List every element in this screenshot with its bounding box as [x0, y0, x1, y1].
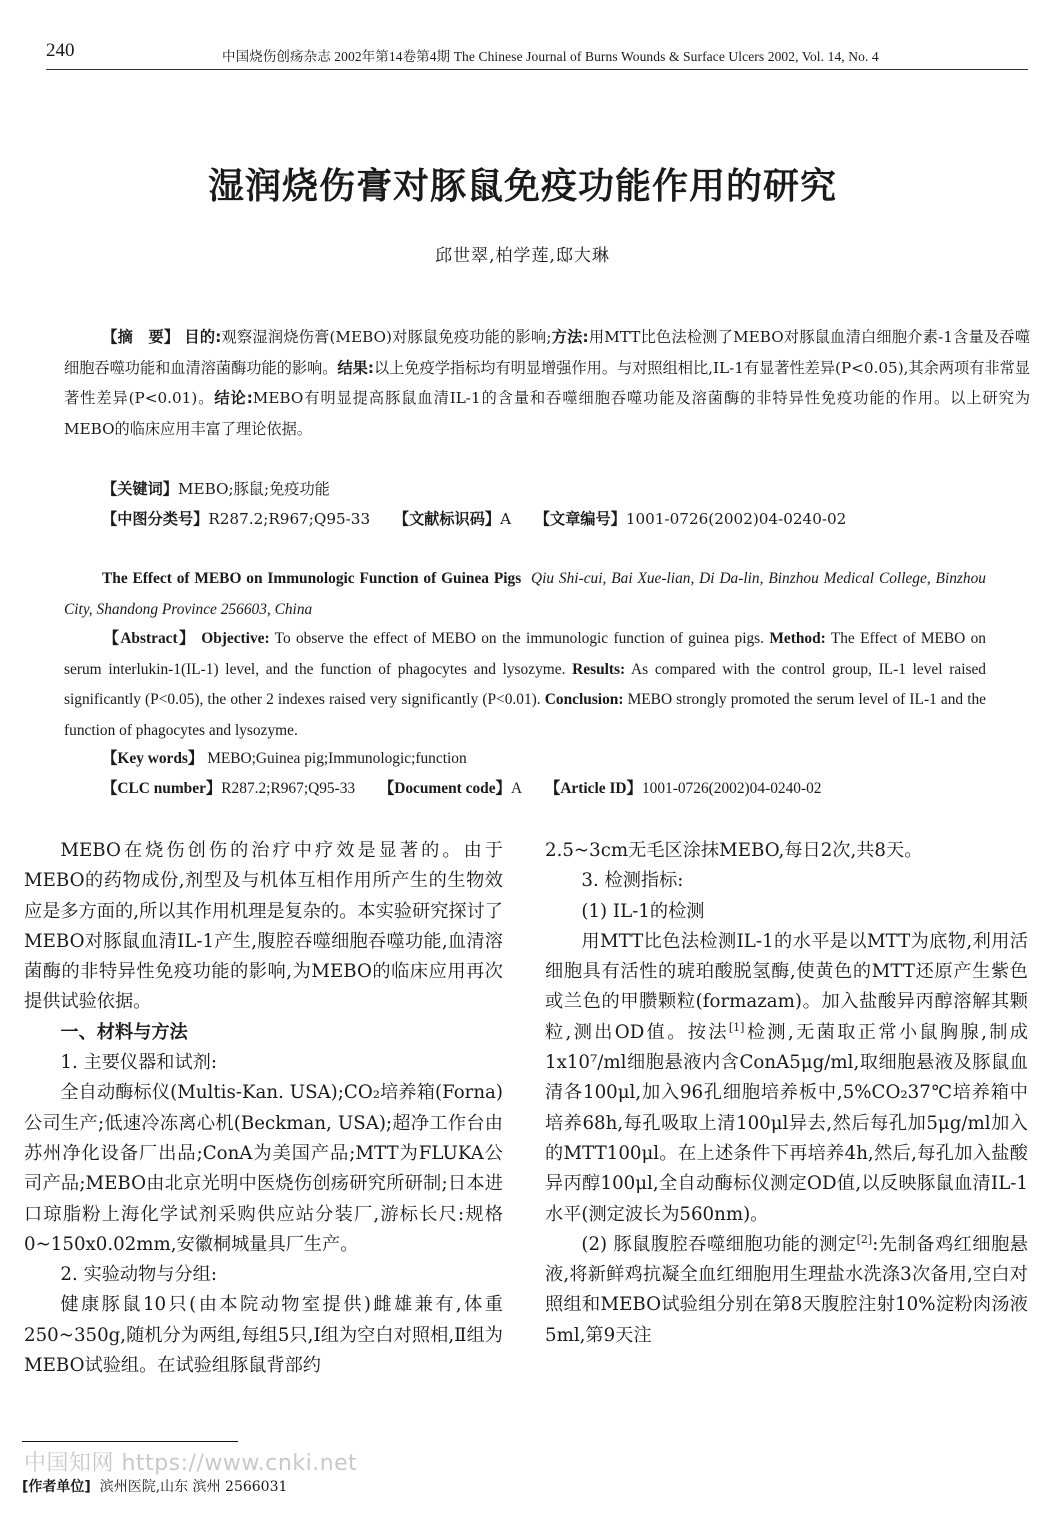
running-head — [46, 40, 1026, 68]
en-keywords-text: MEBO;Guinea pig;Immunologic;function — [207, 750, 467, 767]
keywords-en — [102, 746, 467, 768]
en-doc-code-label: 【Document code】 — [378, 780, 511, 797]
il1-paragraph — [545, 927, 1028, 1230]
page-number: 240 — [46, 40, 75, 61]
result-text: 以上免疫学指标均有明显增强作用。与对照组相比,IL-1有显著性差异(P<0.05),其余两项有非常显著性差异(P<0.01)。 — [64, 358, 1031, 407]
en-doc-code-value: A — [510, 780, 522, 797]
chinese-abstract — [64, 322, 1030, 444]
english-title-block — [64, 564, 986, 625]
en-objective-label: Objective: — [201, 630, 270, 647]
phagocyte-paragraph — [545, 1230, 1028, 1351]
conclusion-text: MEBO有明显提高豚鼠血清IL-1的含量和吞噬细胞吞噬功能及溶菌酶的非特异性免疫功能的作用。以上研究为MEBO的临床应用丰富了理论依据。 — [64, 389, 1031, 438]
subheading-indicators: 3. 检测指标: — [581, 870, 684, 892]
keywords-label: 【关键词】 — [102, 480, 178, 498]
en-article-id-label: 【Article ID】 — [544, 780, 642, 797]
citation-ref-1: [1] — [728, 1020, 745, 1034]
en-conclusion-label: Conclusion: — [544, 691, 624, 708]
classification-cn — [102, 508, 846, 529]
en-keywords-label: 【Key words】 — [102, 750, 204, 767]
article-id-value: 1001-0726(2002)04-0240-02 — [625, 510, 847, 528]
journal-citation: 中国烧伤创疡杂志 2002年第14卷第4期 The Chinese Journal of Burns Wounds & Surface Ulcers 2002, Vol. 14, No. 4 — [222, 49, 879, 64]
keywords-text: MEBO;豚鼠;免疫功能 — [177, 480, 330, 498]
subheading-phagocyte: (2) 豚鼠腹腔吞噬细胞功能的测定 — [581, 1233, 857, 1255]
en-abstract-label: 【Abstract】 — [102, 630, 196, 647]
en-clc-value: R287.2;R967;Q95-33 — [221, 780, 356, 797]
il1-text-b: 检测,无菌取正常小鼠胸腺,制成1x10⁷/ml细胞悬液内含ConA5μg/ml,取细胞悬液及豚鼠血清各100μl,加入96孔细胞培养板中,5%CO₂37℃培养箱中培养68h,每孔吸取上清100μl异去,然后每孔加5μg/ml加入的MTT100μl。在上述条件下再培养4h,然后,每孔加入盐酸异丙醇100μl,全自动酶标仪测定OD值,以反映豚鼠血清IL-1水平(测定波长为560nm)。 — [545, 1021, 1028, 1225]
subheading-animals: 2. 实验动物与分组: — [60, 1264, 217, 1286]
en-objective-text: To observe the effect of MEBO on the immunologic function of guinea pigs. — [274, 630, 765, 647]
clc-label: 【中图分类号】 — [102, 510, 209, 528]
en-results-text: As compared with the control group, IL-1 level raised significantly (P<0.05), the other 2 indexes raised very significantly (P<0.01). — [64, 660, 986, 708]
classification-en — [102, 776, 822, 798]
affiliation-text: 滨州医院,山东 滨州 2566031 — [99, 1479, 288, 1495]
subheading-il1: (1) IL-1的检测 — [581, 900, 705, 922]
subheading-instruments: 1. 主要仪器和试剂: — [60, 1052, 217, 1074]
phagocyte-text: :先制备鸡红细胞悬液,将新鲜鸡抗凝全血红细胞用生理盐水洗涤3次备用,空白对照组和MEBO试验组分别在第8天腹腔注射10%淀粉肉汤液5ml,第9天注 — [545, 1233, 1028, 1346]
keywords-cn — [102, 478, 330, 499]
section-heading-materials: 一、材料与方法 — [60, 1021, 188, 1043]
method-text: 用MTT比色法检测了MEBO对豚鼠血清白细胞介素-1含量及吞噬细胞吞噬功能和血清溶菌酶功能的影响。 — [64, 328, 1031, 377]
doc-code-label: 【文献标识码】 — [393, 510, 501, 528]
en-method-label: Method: — [769, 630, 826, 647]
body-column-right — [545, 836, 1028, 1351]
affiliation-label: [作者单位] — [22, 1479, 91, 1495]
en-results-label: Results: — [572, 660, 626, 678]
english-title: The Effect of MEBO on Immunologic Function of Guinea Pigs — [102, 570, 522, 587]
en-conclusion-text: MEBO strongly promoted the serum level of IL-1 and the function of phagocytes and lysozyme. — [64, 691, 987, 739]
clc-value: R287.2;R967;Q95-33 — [208, 510, 371, 528]
objective-label: 目的: — [184, 328, 222, 346]
english-abstract — [64, 624, 986, 746]
conclusion-label: 结论: — [214, 389, 253, 407]
animals-paragraph: 健康豚鼠10只(由本院动物室提供)雌雄兼有,体重250~350g,随机分为两组,每组5只,Ⅰ组为空白对照相,Ⅱ组为MEBO试验组。在试验组豚鼠背部约 — [24, 1294, 503, 1377]
article-title: 湿润烧伤膏对豚鼠免疫功能作用的研究 — [207, 166, 837, 207]
abstract-label: 【摘 要】 — [102, 328, 180, 346]
author-affiliation — [22, 1476, 287, 1496]
body-column-left — [24, 836, 503, 1381]
en-article-id-value: 1001-0726(2002)04-0240-02 — [641, 780, 822, 797]
instruments-paragraph: 全自动酶标仪(Multis-Kan. USA);CO₂培养箱(Forna)公司生产;低速冷冻离心机(Beckman, USA);超净工作台由苏州净化设备厂出品;ConA为美国产品;MTT为FLUKA公司产品;MEBO由北京光明中医烧伤创疡研究所研制;日本进口琼脂粉上海化学试剂采购供应站分装厂,游标长尺:规格0~150x0.02mm,安徽桐城量具厂生产。 — [24, 1082, 503, 1255]
objective-text: 观察湿润烧伤膏(MEBO)对豚鼠免疫功能的影响; — [221, 328, 552, 346]
en-clc-label: 【CLC number】 — [102, 780, 222, 797]
article-authors: 邱世翠,柏学莲,邸大琳 — [435, 246, 610, 266]
result-label: 结果: — [337, 358, 374, 377]
il1-text-a: 用MTT比色法检测IL-1的水平是以MTT为底物,利用活细胞具有活性的琥珀酸脱氢酶,使黄色的MTT还原产生紫色或兰色的甲臜颗粒(formazam)。加入盐酸异丙醇溶解其颗粒,测出OD值。按法 — [545, 930, 1028, 1043]
header-rule — [46, 69, 1028, 70]
doc-code-value: A — [500, 510, 512, 528]
method-label: 方法: — [551, 328, 589, 346]
citation-ref-2: [2] — [856, 1232, 873, 1246]
english-authors: Qiu Shi-cui, Bai Xue-lian, Di Da-lin, Binzhou Medical College, Binzhou City, Shandong Province 256603, China — [64, 570, 986, 618]
en-method-text: The Effect of MEBO on serum interlukin-1(IL-1) level, and the function of phagocytes and lysozyme. — [64, 630, 986, 678]
article-id-label: 【文章编号】 — [534, 510, 626, 528]
continued-paragraph: 2.5~3cm无毛区涂抹MEBO,每日2次,共8天。 — [545, 840, 923, 861]
footnote-rule — [22, 1441, 238, 1442]
intro-paragraph: MEBO在烧伤创伤的治疗中疗效是显著的。由于MEBO的药物成份,剂型及与机体互相作用所产生的生物效应是多方面的,所以其作用机理是复杂的。本实验研究探讨了MEBO对豚鼠血清IL-1产生,腹腔吞噬细胞吞噬功能,血清溶菌酶的非特异性免疫功能的影响,为MEBO的临床应用再次提供试验依据。 — [24, 840, 503, 1013]
cnki-watermark: 中国知网 https://www.cnki.net — [24, 1451, 358, 1476]
